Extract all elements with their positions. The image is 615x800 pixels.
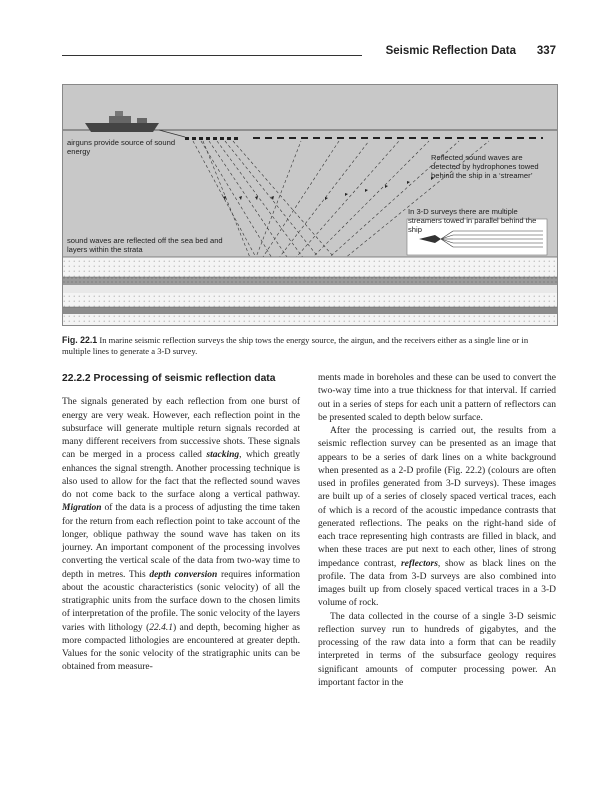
label-reflected-waves: Reflected sound waves are detected by hydrophones towed behind the ship in a ‘streamer’ [431,153,539,180]
seismic-survey-diagram [63,85,557,325]
term-depth-conversion: depth conversion [149,569,218,580]
left-column [62,372,300,675]
term-stacking: stacking [206,450,240,461]
figure-caption-text: In marine seismic reflection surveys the ship tows the energy source, the airgun, and the receivers either as a single line or in multiple lines to generate a 3-D survey. [62,335,529,356]
label-3d-surveys: In 3-D surveys there are multiple streamers towed in parallel behind the ship [408,207,537,234]
right-paragraph-3: The data collected in the course of a single 3-D seismic reflection survey run to hundreds of gigabytes, and the processing of the raw data into a form that can be readily interpreted in terms of the subsurface geology requires significant amounts of computer processing power. An important factor in the [318,611,556,688]
term-migration: Migration [62,503,102,514]
ray-arrows [223,177,434,200]
cross-reference: 22.4.1 [149,622,173,633]
text-run: , show as black lines on the profile. The data from 3-D surveys are also combined into images built up from closely spaced vertical traces in a 3-D volume of rock. [318,558,556,609]
strata-layers [63,257,557,325]
page-number: 337 [536,45,556,57]
figure-22-1 [62,84,558,326]
text-run: of the data is a process of adjusting the time taken for the return from each reflection point to take account of the longer, oblique pathway the sound wave has taken on its journey. An important component of the processing involves converting the vertical scale of the data from two-way time to depth in metres. This [62,503,300,580]
section-heading: 22.2.2 Processing of seismic reflection data [62,373,276,384]
ship [85,111,159,132]
text-run: , which greatly enhances the signal strength. Another processing technique is also used to allow for the fact that the reflected sound waves do not come back to the surface along a vertical pathway. [62,450,300,500]
running-head [62,42,556,64]
right-column [318,372,556,690]
text-run: The signals generated by each reflection from one burst of energy are very weak. However, each reflection point in the subsurface will generate multiple return signals recorded at many different receivers from successive shots. These signals can be merged in a process called [62,397,300,461]
header-rule [62,55,362,56]
figure-caption [62,335,556,357]
right-paragraph-1: ments made in boreholes and these can be used to convert the two-way time into a true thickness for that interval. If carried out in a series of steps for each unit a pattern of reflectors can be presented scaled to depth below surface. [318,373,556,423]
tow-line [159,130,185,137]
figure-number: Fig. 22.1 [62,335,98,345]
text-run: ) and depth, becoming higher as more compacted lithologies are encountered at greater depth. Values for the sonic velocity of the stratigraphic units can be obtained from measure- [62,622,300,673]
running-head-title: Seismic Reflection Data [385,45,516,57]
left-paragraph-1 [62,396,300,674]
right-paragraph-2 [318,425,556,611]
label-airguns: airguns provide source of sound energy [67,138,176,156]
term-reflectors: reflectors [400,558,438,569]
label-sound-waves-reflected: sound waves are reflected off the sea bed and layers within the strata [67,236,223,254]
text-run: After the processing is carried out, the results from a seismic reflection survey can be presented as an image that appears to be a series of dark lines on a white background when presented as a 2-D profile (Fig. 22.2) (colours are often used in profiles generated from 3-D surveys). These images are built up of a series of closely spaced vertical traces, each of which is a record of the acoustic impedance contrasts that generated reflections. The peaks on the right-hand side of each trace representing high contrasts are filled in black, and when these traces are put next to each other, lines of strong impedance contrast, [318,426,556,569]
text-run: requires information about the acoustic characteristics (sonic velocity) of all the stratigraphic units from the surface down to the chosen limits of interpretation of the profile. The sonic velocity of the layers varies with lithology ( [62,569,301,633]
